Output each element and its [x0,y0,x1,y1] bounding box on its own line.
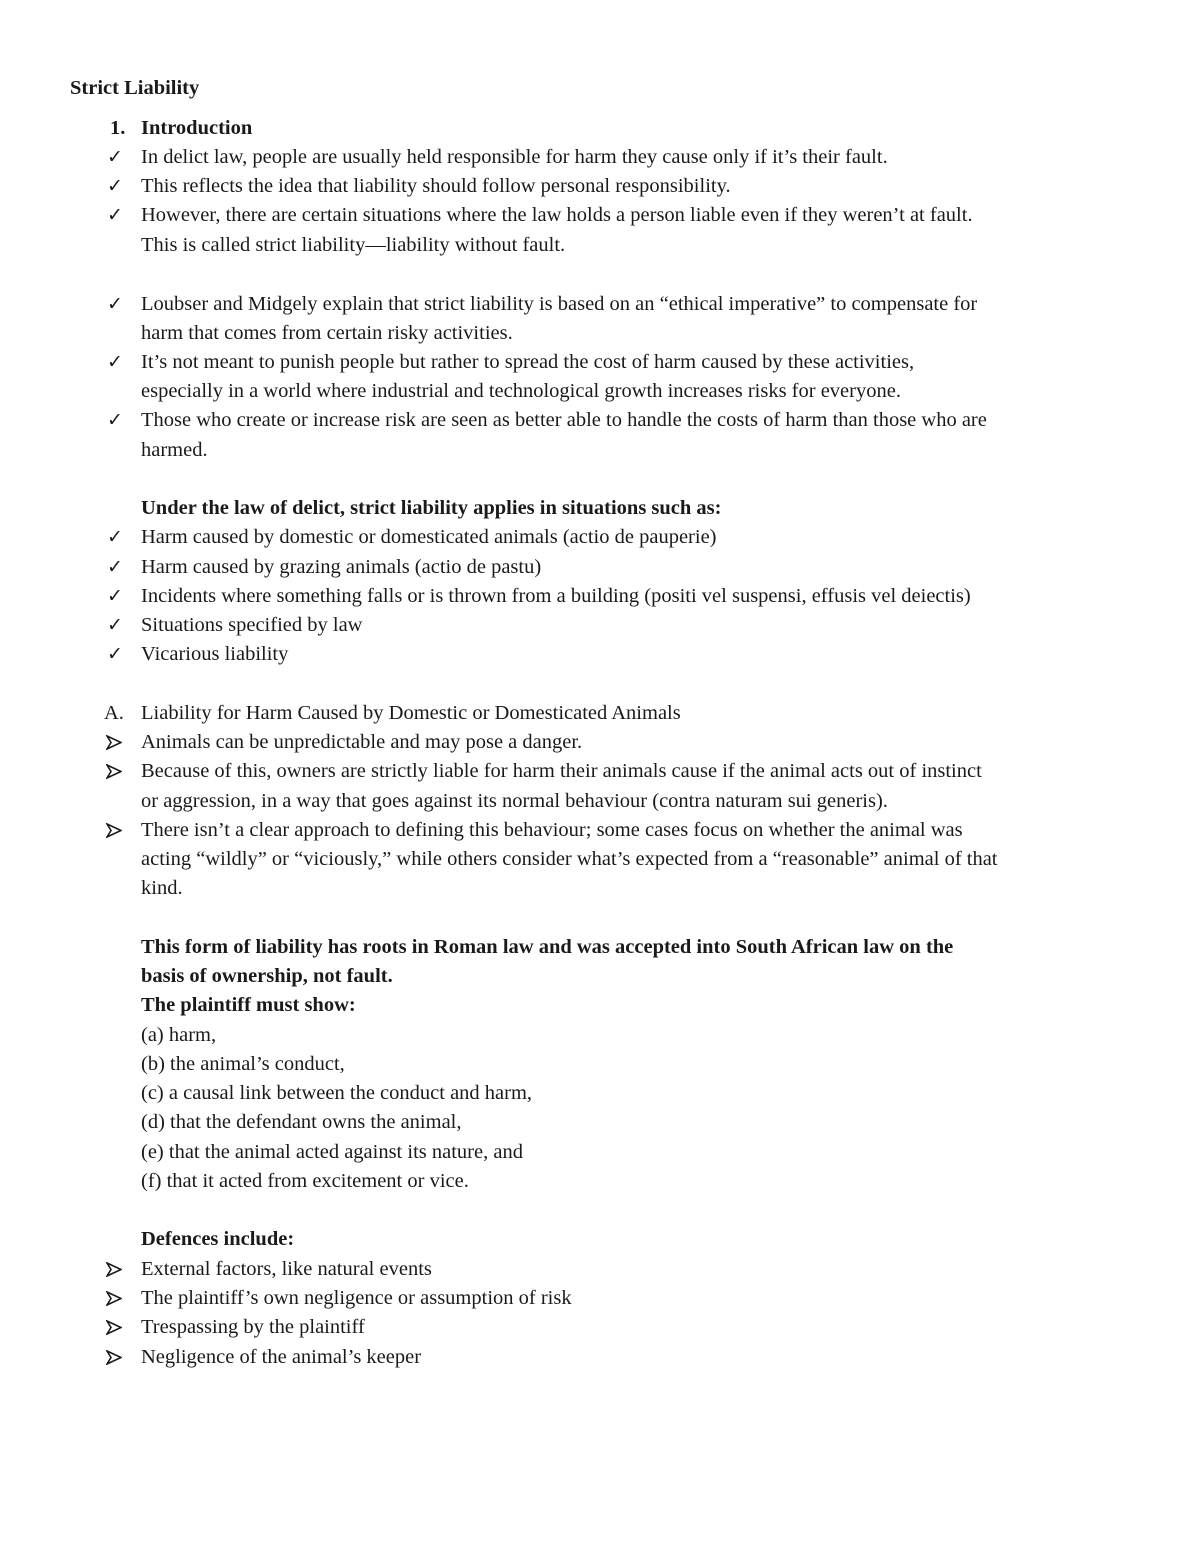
situation-item: Vicarious liability [141,643,289,665]
check-mark-icon: ✓ [107,585,123,607]
intro-point: It’s not meant to punish people but rather to spread the cost of harm caused by these activities, [141,351,915,373]
section-number: 1. [110,117,126,139]
situation-item: Harm caused by domestic or domesticated animals (actio de pauperie) [141,526,717,548]
defence-item: Negligence of the animal’s keeper [141,1346,422,1368]
arrowhead-bullet-icon [106,1313,136,1335]
requirement-item: (a) harm, [141,1024,217,1046]
intro-point: Those who create or increase risk are seen as better able to handle the costs of harm than those who are [141,409,987,431]
section-a-heading: Liability for Harm Caused by Domestic or Domesticated Animals [141,702,681,724]
section-a-point: Because of this, owners are strictly liable for harm their animals cause if the animal acts out of instinct [141,760,982,782]
arrowhead-bullet-icon [106,1284,136,1306]
check-mark-icon: ✓ [107,175,123,197]
arrowhead-bullet-icon [106,1343,136,1365]
check-mark-icon: ✓ [107,293,123,315]
check-mark-icon: ✓ [107,409,123,431]
requirement-item: (d) that the defendant owns the animal, [141,1111,462,1133]
roots-statement-continued: basis of ownership, not fault. [141,965,393,987]
section-a-point-continued: or aggression, in a way that goes against its normal behaviour (contra naturam sui generis). [141,790,888,812]
situation-item: Situations specified by law [141,614,363,636]
defence-item: External factors, like natural events [141,1258,432,1280]
check-mark-icon: ✓ [107,614,123,636]
check-mark-icon: ✓ [107,643,123,665]
intro-point-continued: harm that comes from certain risky activities. [141,322,513,344]
arrowhead-bullet-icon [106,757,136,779]
intro-point: In delict law, people are usually held responsible for harm they cause only if it’s their fault. [141,146,888,168]
situation-item: Incidents where something falls or is thrown from a building (positi vel suspensi, effusis vel deiectis) [141,585,971,607]
arrowhead-bullet-icon [106,728,136,750]
roots-statement: This form of liability has roots in Roman law and was accepted into South African law on the [141,936,954,958]
plaintiff-heading: The plaintiff must show: [141,994,356,1016]
section-a-point: Animals can be unpredictable and may pose a danger. [141,731,583,753]
document-title: Strict Liability [70,77,200,99]
section-a-point: There isn’t a clear approach to defining this behaviour; some cases focus on whether the animal was [141,819,963,841]
section-a-point-continued: kind. [141,877,183,899]
arrowhead-bullet-icon [106,1255,136,1277]
check-mark-icon: ✓ [107,526,123,548]
check-mark-icon: ✓ [107,351,123,373]
defence-item: The plaintiff’s own negligence or assumption of risk [141,1287,572,1309]
intro-point-continued: especially in a world where industrial and technological growth increases risks for everyone. [141,380,901,402]
intro-point-continued: This is called strict liability—liability without fault. [141,234,566,256]
section-label: A. [104,702,124,724]
requirement-item: (e) that the animal acted against its nature, and [141,1141,523,1163]
situation-item: Harm caused by grazing animals (actio de pastu) [141,556,542,578]
intro-point: Loubser and Midgely explain that strict liability is based on an “ethical imperative” to compensate for [141,293,978,315]
intro-point-continued: harmed. [141,439,208,461]
check-mark-icon: ✓ [107,204,123,226]
section-a-point-continued: acting “wildly” or “viciously,” while others consider what’s expected from a “reasonable” animal of that [141,848,998,870]
requirement-item: (f) that it acted from excitement or vice. [141,1170,469,1192]
intro-point: However, there are certain situations where the law holds a person liable even if they weren’t at fault. [141,204,973,226]
section-heading-introduction: Introduction [141,117,253,139]
requirement-item: (c) a causal link between the conduct and harm, [141,1082,533,1104]
requirement-item: (b) the animal’s conduct, [141,1053,345,1075]
defences-heading: Defences include: [141,1228,295,1250]
intro-point: This reflects the idea that liability should follow personal responsibility. [141,175,731,197]
arrowhead-bullet-icon [106,816,136,838]
check-mark-icon: ✓ [107,556,123,578]
situations-heading: Under the law of delict, strict liability applies in situations such as: [141,497,722,519]
defence-item: Trespassing by the plaintiff [141,1316,365,1338]
check-mark-icon: ✓ [107,146,123,168]
